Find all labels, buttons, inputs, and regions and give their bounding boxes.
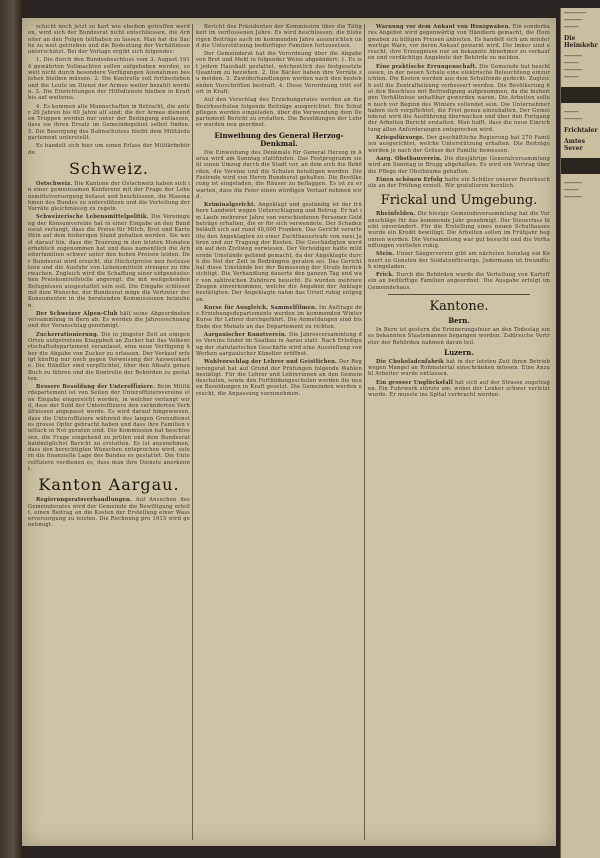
newspaper-page — [22, 18, 556, 846]
section-heading-schweiz: Schweiz. — [68, 158, 150, 178]
section-heading-kanton-aargau: Kanton Aargau. — [38, 475, 180, 495]
subheading-einweihung: Einweihung des General Herzog-Denkmal. — [214, 130, 344, 148]
section-heading-kantone: Kantone. — [429, 298, 489, 314]
column-middle: Bericht des Präsidenten der Kommission über die Tätigkeit im verflossenen Jahre. Es wird beschlossen, die bisherigen Beiträge auch im kommenden Jahre auszurichten und die Unterstützung bedürftiger Familien fortzusetzen. Der Gemeinderat hat die Verordnung über die Abgabe von Brot und Mehl in folgender Weise abgeändert: 1. Es ist jedem Haushalt gestattet, wöchentlich das festgesetzte Quantum zu beziehen. 2. Die Bäcker haben ihre Vorräte zu melden. 3. Zuwiderhandlungen werden nach den bestehenden Vorschriften bestraft. 4. Diese Verordnung tritt sofort in Kraft. Auf den Vorschlag des Erziehungsrates werden an die Bezirksschulen folgende Beiträge ausgerichtet. Die Schulpflegen werden eingeladen, über die Verwendung dem Departement Bericht zu erstatten. Die Besoldungen der Lehrer werden neu geordnet. Einweihung des General Herzog-Denkmal. Die Einweihung des Denkmals für General Herzog in Aarau wird am Sonntag stattfinden. Das Festprogramm sieht einen Umzug durch die Stadt vor, an dem sich die Behörden, die Vereine und die Schulen beteiligen werden. Die Festrede wird von Herrn Bundesrat gehalten. Die Bevölkerung ist eingeladen, die Häuser zu beflaggen. Es ist zu erwarten, dass die Feier einen würdigen Verlauf nehmen wird. Kriminalgericht. Angeklagt und geständig ist der frühere Landwirt wegen Unterschlagung und Betrug. Er hat im Laufe mehrerer Jahre von verschiedenen Personen Geldbeträge erhalten, die er für sich verwendete. Der Schaden beläuft sich auf rund 40,000 Franken. Das Gericht verurteilte den Angeklagten zu einer Zuchthausstrafe von zwei Jahren und zur Tragung der Kosten. Die Geschädigten werden auf den Zivilweg verwiesen. Der Verteidiger hatte mildernde Umstände geltend gemacht, da der Angeklagte durch die Not der Zeit in Bedrängnis geraten sei. Das Gericht hat diese Umstände bei der Bemessung der Strafe berücksichtigt. Die Verhandlung dauerte den ganzen Tag und war von zahlreichen Zuhörern besucht. Es wurden mehrere Zeugen einvernommen, welche die Angaben der Anklage bestätigten. Der Angeklagte nahm das Urteil ruhig entgegen. Kurse für Ausgleich, Sammelfilmen. Im Auftrage des Erziehungsdepartements werden im kommenden Winter Kurse für Lehrer durchgeführt. Die Anmeldungen sind bis Ende des Monats an das Departement zu richten. Aargauischer Kunstverein. Die Jahresversammlung des Vereins findet im Saalbau in Aarau statt. Nach Erledigung der statutarischen Geschäfte wird eine Ausstellung von Werken aargauischer Künstler eröffnet. Wahlvorschlag der Lehrer und Geistlichen. Der Regierungsrat hat auf Grund der Prüfungen folgende Wahlen bestätigt. Für die Lehrer und Lehrerinnen an den Gemeindeschulen, sowie den Fortbildungsschulen werden die neuen Besoldungen in Kraft gesetzt. Die Gemeinden werden ersucht, die Anpassung vorzunehmen. — [196, 24, 362, 397]
adjacent-page: ────── ───── ──── Die Heimkehr ───── ──── ───── ──── ──── ───── Frichtaler Amtes Sever ───── ──── ───── — [560, 8, 600, 858]
book-spine — [0, 0, 22, 858]
adjacent-text-a: Die Heimkehr — [564, 35, 598, 49]
adjacent-black-bar — [561, 87, 600, 103]
subheading-luzern: Luzern. — [444, 347, 474, 357]
column-rule — [364, 24, 365, 840]
adjacent-text-c: Amtes Sever — [564, 138, 585, 152]
column-rule — [192, 24, 193, 840]
section-divider — [388, 294, 530, 295]
section-heading-frickal: Frickal und Umgebung. — [380, 193, 538, 209]
subheading-bern: Bern. — [448, 315, 470, 325]
column-right: Warnung vor dem Ankauf von Honigwaben. Ein sonderbares Angebot wird gegenwärtig von Händlern gemacht, die Honigwaben zu billigen Preisen anbieten. Es handelt sich um minderwertige Ware, vor deren Ankauf gewarnt wird. Die Imker sind ersucht, ihre Erzeugnisse nur an bekannte Abnehmer zu verkaufen und verdächtige Angebote der Behörde zu melden. Eine praktische Errungenschaft. Die Gemeinde hat beschlossen, in der neuen Schule eine elektrische Beleuchtung einzurichten. Die Kosten werden aus dem Schulfonds gedeckt. Zugleich soll die Zentralheizung verbessert werden. Die Bevölkerung hat den Beschluss mit Befriedigung aufgenommen, da die bisherigen Verhältnisse unhaltbar geworden waren. Die Arbeiten sollen noch vor Beginn des Winters vollendet sein. Die Unternehmer haben sich verpflichtet, die Frist genau einzuhalten. Der Gemeinderat wird die Ausführung überwachen und über den Fortgang der Arbeiten Bericht erstatten. Man hofft, dass die neue Einrichtung allen Anforderungen entsprechen wird. Kriegsfürsorge. Der geschäftliche Regierung hat 270 Familien ausgerichtet, welche Unterstützung erhalten. Die Beiträge werden je nach der Grösse der Familie bemessen. Aarg. Obstbauverein. Die diesjährige Generalversammlung wird am Sonntag in Brugg abgehalten. Es wird ein Vortrag über die Pflege der Obstbäume gehalten. Einen schönen Erfolg hatte ein Schüler unserer Bezirksschule an der Prüfung erzielt. Wir gratulieren herzlich. Frickal und Umgebung. Rheinfelden. Die hiesige Gemeindeversammlung hat die Voranschläge für das kommende Jahr genehmigt. Der Steuerfuss bleibt unverändert. Für die Erstellung eines neuen Schulhauses wurde ein Kredit bewilligt. Die Arbeiten sollen im Frühjahr begonnen werden. Die Versammlung war gut besucht und die Verhandlungen verliefen ruhig. Stein. Unser Sängerverein gibt am nächsten Sonntag ein Konzert zu Gunsten der Soldatenfürsorge. Jedermann ist freundlich eingeladen. Frick. Durch die Behörden wurde die Verteilung von Kartoffeln an bedürftige Familien angeordnet. Die Ausgabe erfolgt im Gemeindehaus. Kantone. Bern. In Bern ist gestern die Erinnerungsfeier an den Todestag eines bekannten Staatsmannes begangen worden. Zahlreiche Vertreter der Behörden nahmen daran teil. Luzern. Die Chokoladenfabrik hat in der letzten Zeit ihren Betrieb wegen Mangel an Rohmaterial einschränken müssen. Eine Anzahl Arbeiter wurde entlassen. Ein grosser Unglücksfall hat sich auf der Strasse zugetragen. Ein Fuhrwerk stürzte um, wobei der Lenker schwer verletzt wurde. Er musste ins Spital verbracht werden. — [368, 24, 550, 399]
column-left: schicht noch jetzt so hart wie ehedem getroffen werden, wird sich der Bundesrat nicht entschliessen, die Arbeiter an den Folgen teilhaben zu lassen. Man hat die Sache zu weit getrieben und die Bedeutung der Verhältnisse unterschätzt. Bei der Vorlage ergibt sich folgendes: 1. Die durch den Bundesbeschluss vom 3. August 1914 gewährten Vollmachten sollen aufgehoben werden, soweit nicht durch besondere Verfügungen Ausnahmen bestehen bleiben müssen. 2. Die Kontrolle soll fortbestehen und die Leute im Dienst der Armee weiter bezahlt werden. 3. Die Einrichtungen der Hilfsdienste bleiben in Kraft bis auf weiteres. 4. Es kommen alle Mannschaften in Betracht, die unter 20 Jahren bis 60 Jahre alt sind; die der Armee dienenden Truppen werden nur unter der Bedingung entlassen, dass sie ihren Ersatz im Gemeindegebiet selbst finden. 5. Die Besorgung des Bahnschutzes bleibt dem Militärdepartement unterstellt. Es handelt sich hier um einen Erlass der Militärbehörde. Schweiz. Ostschweiz. Die Kantone der Ostschweiz haben sich in einer gemeinsamen Konferenz mit der Frage der Lebensmittelversorgung befasst und beschlossen, die Massnahmen des Bundes zu unterstützen und die Verteilung der Vorräte gleichmässig zu regeln. Schweizerische Lebensmittelpolitik. Die Vereinigung der Konsumvereine hat in einer Eingabe an den Bundesrat verlangt, dass die Preise für Milch, Brot und Kartoffeln auf dem bisherigen Stand gehalten werden. Sie weist darauf hin, dass die Teuerung in den letzten Monaten erheblich zugenommen hat und dass namentlich die Arbeiterfamilien schwer unter den hohen Preisen leiden. Der Bundesrat wird ersucht, die Höchstpreise neu festzusetzen und die Ausfuhr von Lebensmitteln strenger zu überwachen. Zugleich wird die Schaffung einer eidgenössischen Preiskontrollstelle angeregt, die mit weitgehenden Befugnissen ausgestattet sein soll. Die Eingabe schliesst mit dem Wunsche, der Bundesrat möge die Vertreter der Konsumenten in die beratenden Kommissionen beiziehen. Der Schweizer Alpen-Club hält seine Abgeordnetenversammlung in Bern ab. Es werden die Jahresrechnung und der Voranschlag genehmigt. Zuckerrationierung. Die in jüngster Zeit an einigen Orten aufgetretene Knappheit an Zucker hat das Volkswirtschaftsdepartement veranlasst, eine neue Verfügung über die Abgabe von Zucker zu erlassen. Der Verkauf erfolgt künftig nur noch gegen Vorweisung der Ausweiskarte. Die Händler sind verpflichtet, über den Absatz genau Buch zu führen und die Kontrolle der Behörden zu gestatten. Bessere Besoldung der Unteroffiziere. Beim Militärdepartement ist von Seiten der Unteroffiziersvereine eine Eingabe eingereicht worden, in welcher verlangt wird, dass der Sold der Unteroffiziere den veränderten Verhältnissen angepasst werde. Es wird darauf hingewiesen, dass die Unteroffiziere während des langen Grenzdienstes grosse Opfer gebracht haben und dass ihre Familien vielfach in Not geraten sind. Die Kommission hat beschlossen, die Frage eingehend zu prüfen und dem Bundesrat baldmöglichst Bericht zu erstatten. Es ist anzunehmen, dass den berechtigten Wünschen entsprochen wird, sofern die finanzielle Lage des Bundes es gestattet. Die Unteroffiziere verdienen es, dass man ihre Dienste anerkennt. Kanton Aargau. Regierungsratsverhandlungen. Auf Ansuchen des Gemeinderates wird der Gemeinde die Bewilligung erteilt, einen Beitrag an die Kosten der Erstellung einer Wasserversorgung zu leisten. Die Rechnung pro 1915 wird genehmigt. — [28, 24, 190, 529]
adjacent-black-bar — [561, 158, 600, 174]
adjacent-text-b: Frichtaler — [564, 127, 598, 134]
